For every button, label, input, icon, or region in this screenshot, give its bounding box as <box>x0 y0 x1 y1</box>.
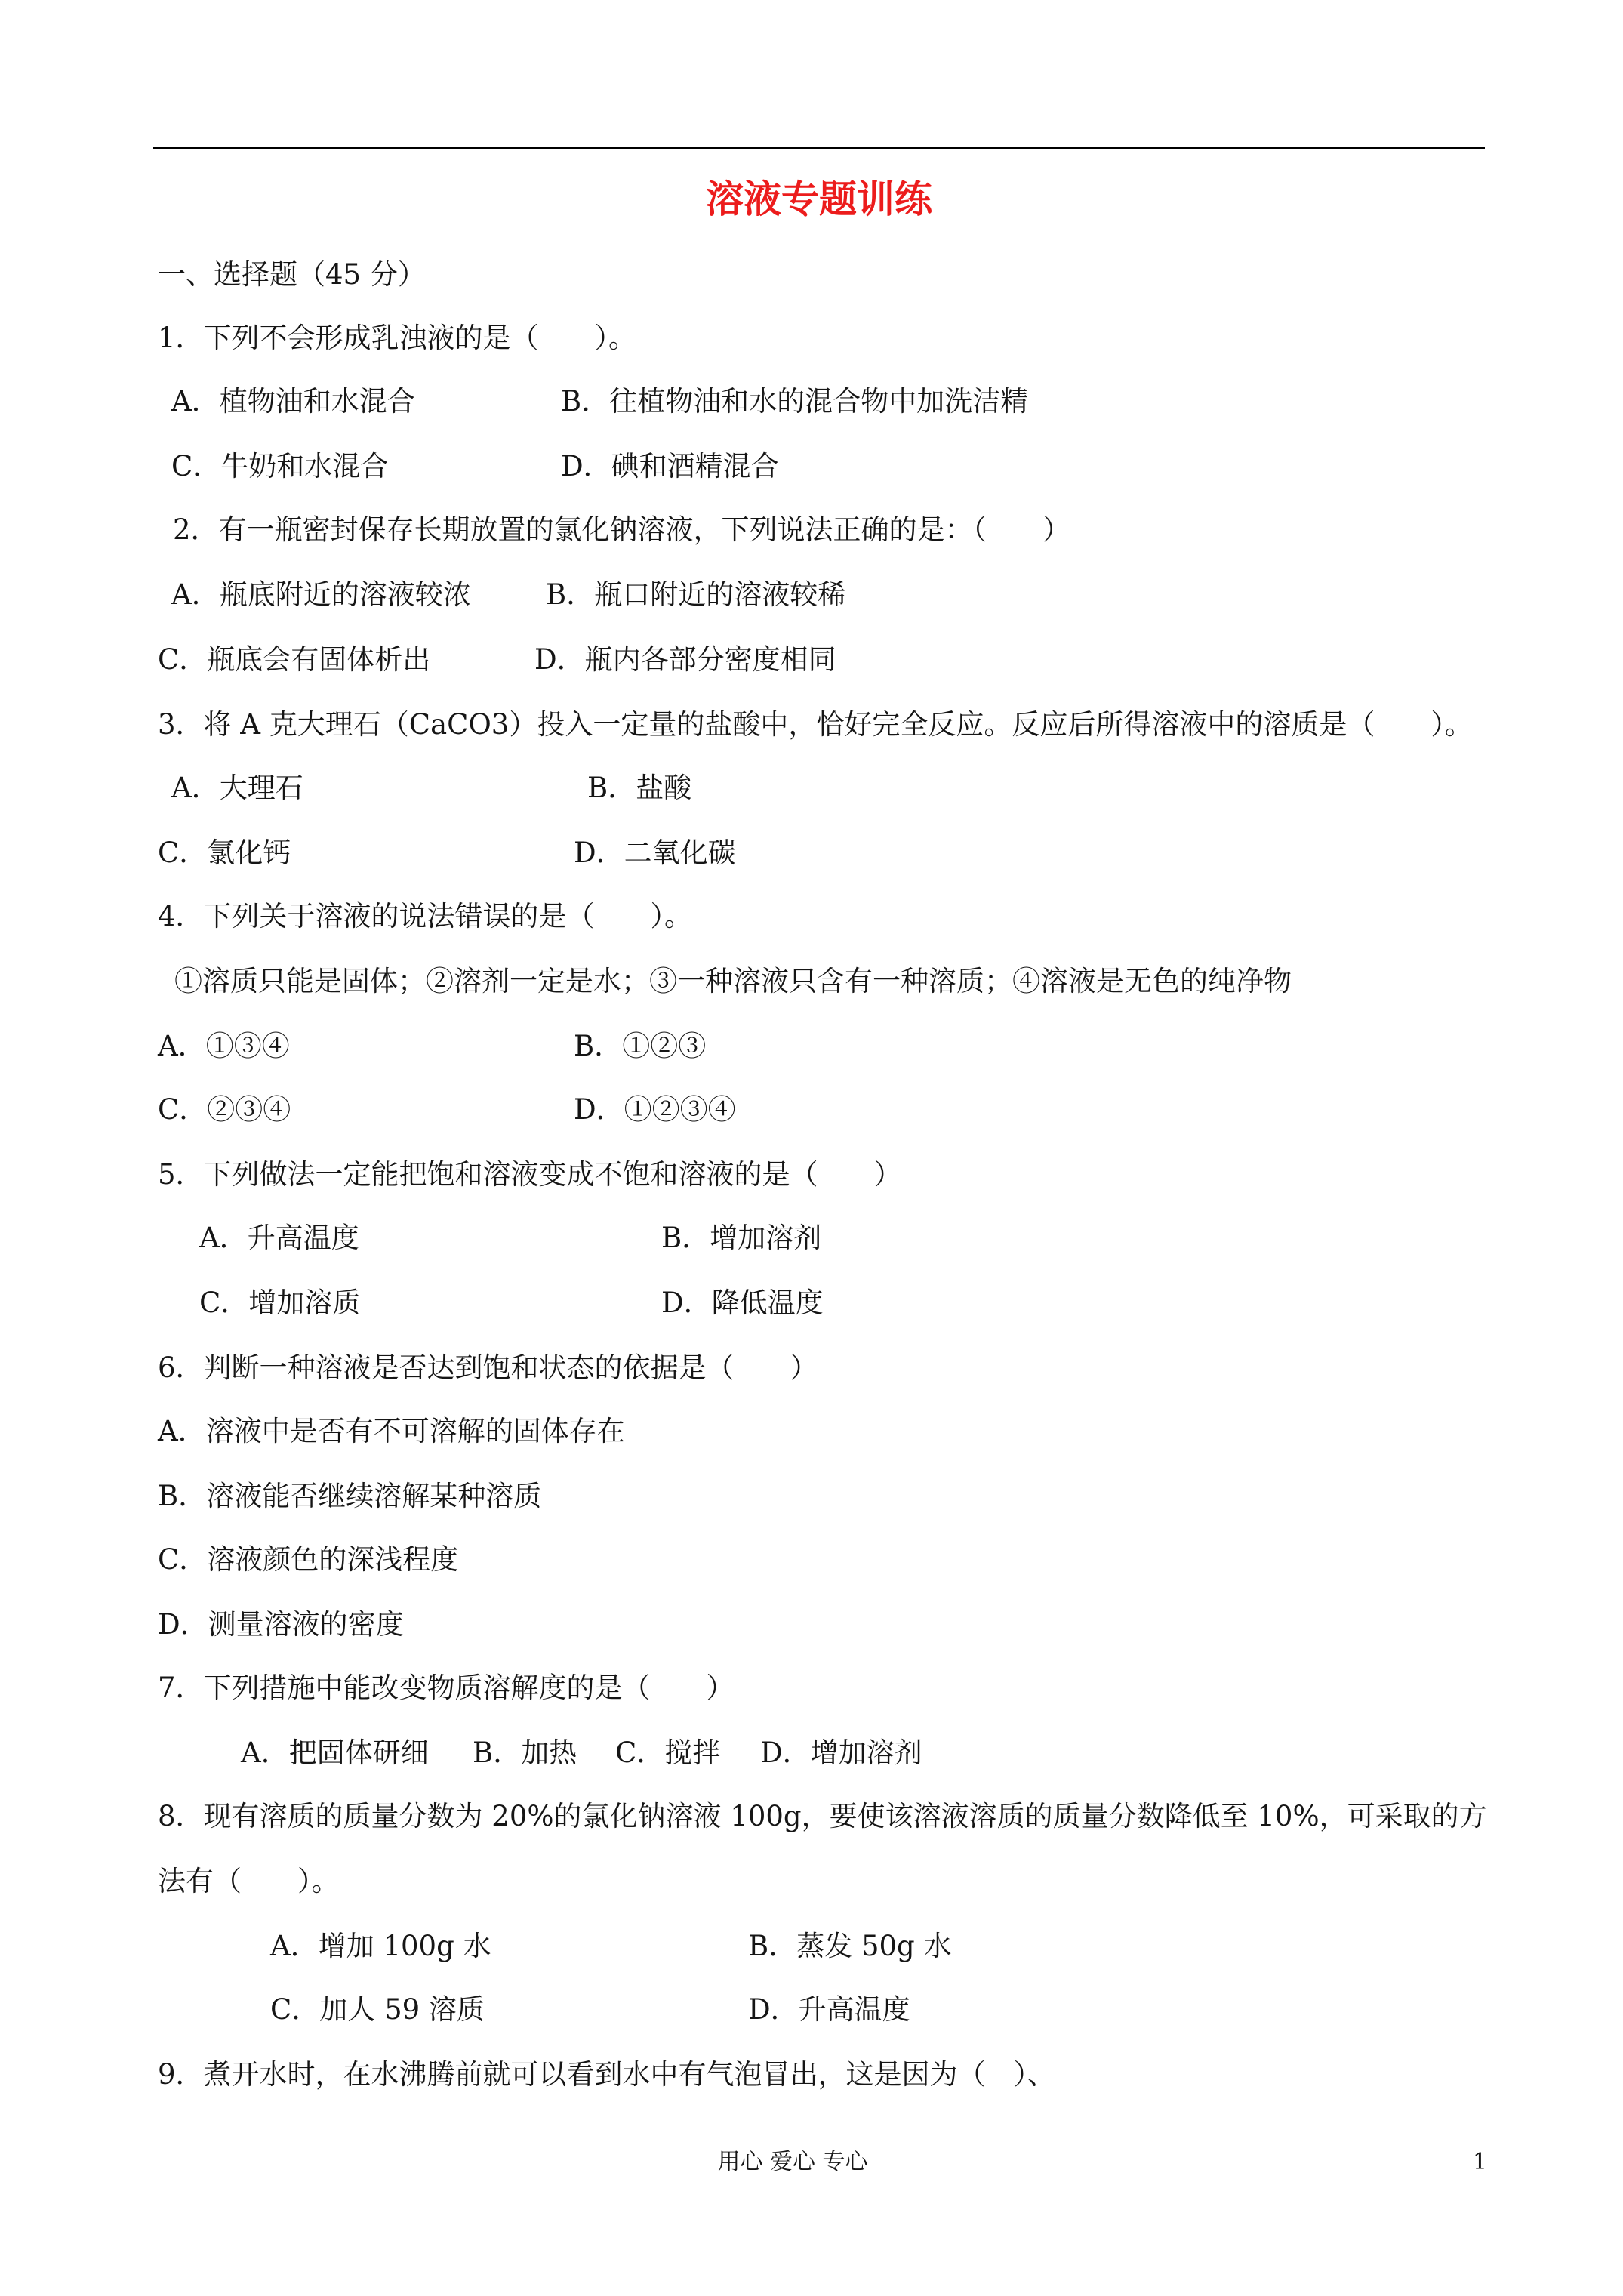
question-1-option-c: C．牛奶和水混合 <box>171 450 389 482</box>
question-4-stem: 4．下列关于溶液的说法错误的是（ ）。 <box>158 900 693 932</box>
question-3-option-a: A．大理石 <box>171 772 303 804</box>
question-4-option-c: C．②③④ <box>158 1093 291 1126</box>
question-4-option-a: A．①③④ <box>158 1030 290 1062</box>
question-5-option-b: B．增加溶剂 <box>661 1222 822 1254</box>
question-2-option-c: C．瓶底会有固体析出 <box>158 643 431 676</box>
footer-motto: 用心 爱心 专心 <box>717 2149 868 2175</box>
question-8-option-a: A．增加 100g 水 <box>270 1930 491 1962</box>
question-1-option-b: B．往植物油和水的混合物中加洗洁精 <box>561 385 1029 418</box>
question-9-stem: 9．煮开水时，在水沸腾前就可以看到水中有气泡冒出，这是因为（ ）、 <box>158 2058 1056 2091</box>
header-rule <box>153 147 1485 149</box>
question-3-option-c: C．氯化钙 <box>158 837 291 869</box>
question-4-option-d: D．①②③④ <box>574 1093 736 1126</box>
question-7-option-a: A．把固体研细 <box>241 1737 429 1769</box>
question-7-stem: 7．下列措施中能改变物质溶解度的是（ ） <box>158 1672 735 1704</box>
question-1-stem: 1．下列不会形成乳浊液的是（ ）。 <box>158 322 637 354</box>
question-8-stem-continued: 法有（ ）。 <box>158 1865 340 1897</box>
question-3-option-b: B．盐酸 <box>587 772 692 804</box>
question-4-statement: ①溶质只能是固体；②溶剂一定是水；③一种溶液只含有一种溶质；④溶液是无色的纯净物 <box>174 965 1292 997</box>
page-number: 1 <box>1472 2149 1487 2175</box>
question-6-option-d: D．测量溶液的密度 <box>158 1608 404 1641</box>
question-5-stem: 5．下列做法一定能把饱和溶液变成不饱和溶液的是（ ） <box>158 1158 902 1191</box>
question-8-stem: 8．现有溶质的质量分数为 20%的氯化钠溶液 100g，要使该溶液溶质的质量分数降低至 10%，可采取的方 <box>158 1800 1487 1832</box>
question-5-option-c: C．增加溶质 <box>199 1287 361 1319</box>
page-title: 溶液专题训练 <box>706 177 932 221</box>
section-heading: 一、选择题（45 分） <box>158 258 426 291</box>
question-7-option-d: D．增加溶剂 <box>760 1737 922 1769</box>
question-3-stem: 3．将 A 克大理石（CaCO3）投入一定量的盐酸中，恰好完全反应。反应后所得溶液中的溶质是（ ）。 <box>158 708 1473 741</box>
question-5-option-d: D．降低温度 <box>661 1287 824 1319</box>
question-4-option-b: B．①②③ <box>574 1030 707 1062</box>
question-2-stem: 2．有一瓶密封保存长期放置的氯化钠溶液，下列说法正确的是：（ ） <box>173 513 1071 546</box>
question-8-option-d: D．升高温度 <box>748 1993 910 2026</box>
question-8-option-b: B．蒸发 50g 水 <box>748 1930 952 1962</box>
question-6-stem: 6．判断一种溶液是否达到饱和状态的依据是（ ） <box>158 1351 818 1384</box>
question-1-option-a: A．植物油和水混合 <box>171 385 415 418</box>
question-3-option-d: D．二氧化碳 <box>574 837 736 869</box>
question-6-option-c: C．溶液颜色的深浅程度 <box>158 1543 459 1576</box>
question-6-option-a: A．溶液中是否有不可溶解的固体存在 <box>158 1415 625 1447</box>
question-7-option-c: C．搅拌 <box>615 1737 721 1769</box>
question-7-option-b: B．加热 <box>473 1737 577 1769</box>
question-6-option-b: B．溶液能否继续溶解某种溶质 <box>158 1480 542 1512</box>
question-1-option-d: D．碘和酒精混合 <box>561 450 779 482</box>
question-2-option-a: A．瓶底附近的溶液较浓 <box>171 578 471 611</box>
question-2-option-b: B．瓶口附近的溶液较稀 <box>546 578 846 611</box>
question-5-option-a: A．升高温度 <box>199 1222 359 1254</box>
question-2-option-d: D．瓶内各部分密度相同 <box>534 643 836 676</box>
question-8-option-c: C．加人 59 溶质 <box>270 1993 485 2026</box>
